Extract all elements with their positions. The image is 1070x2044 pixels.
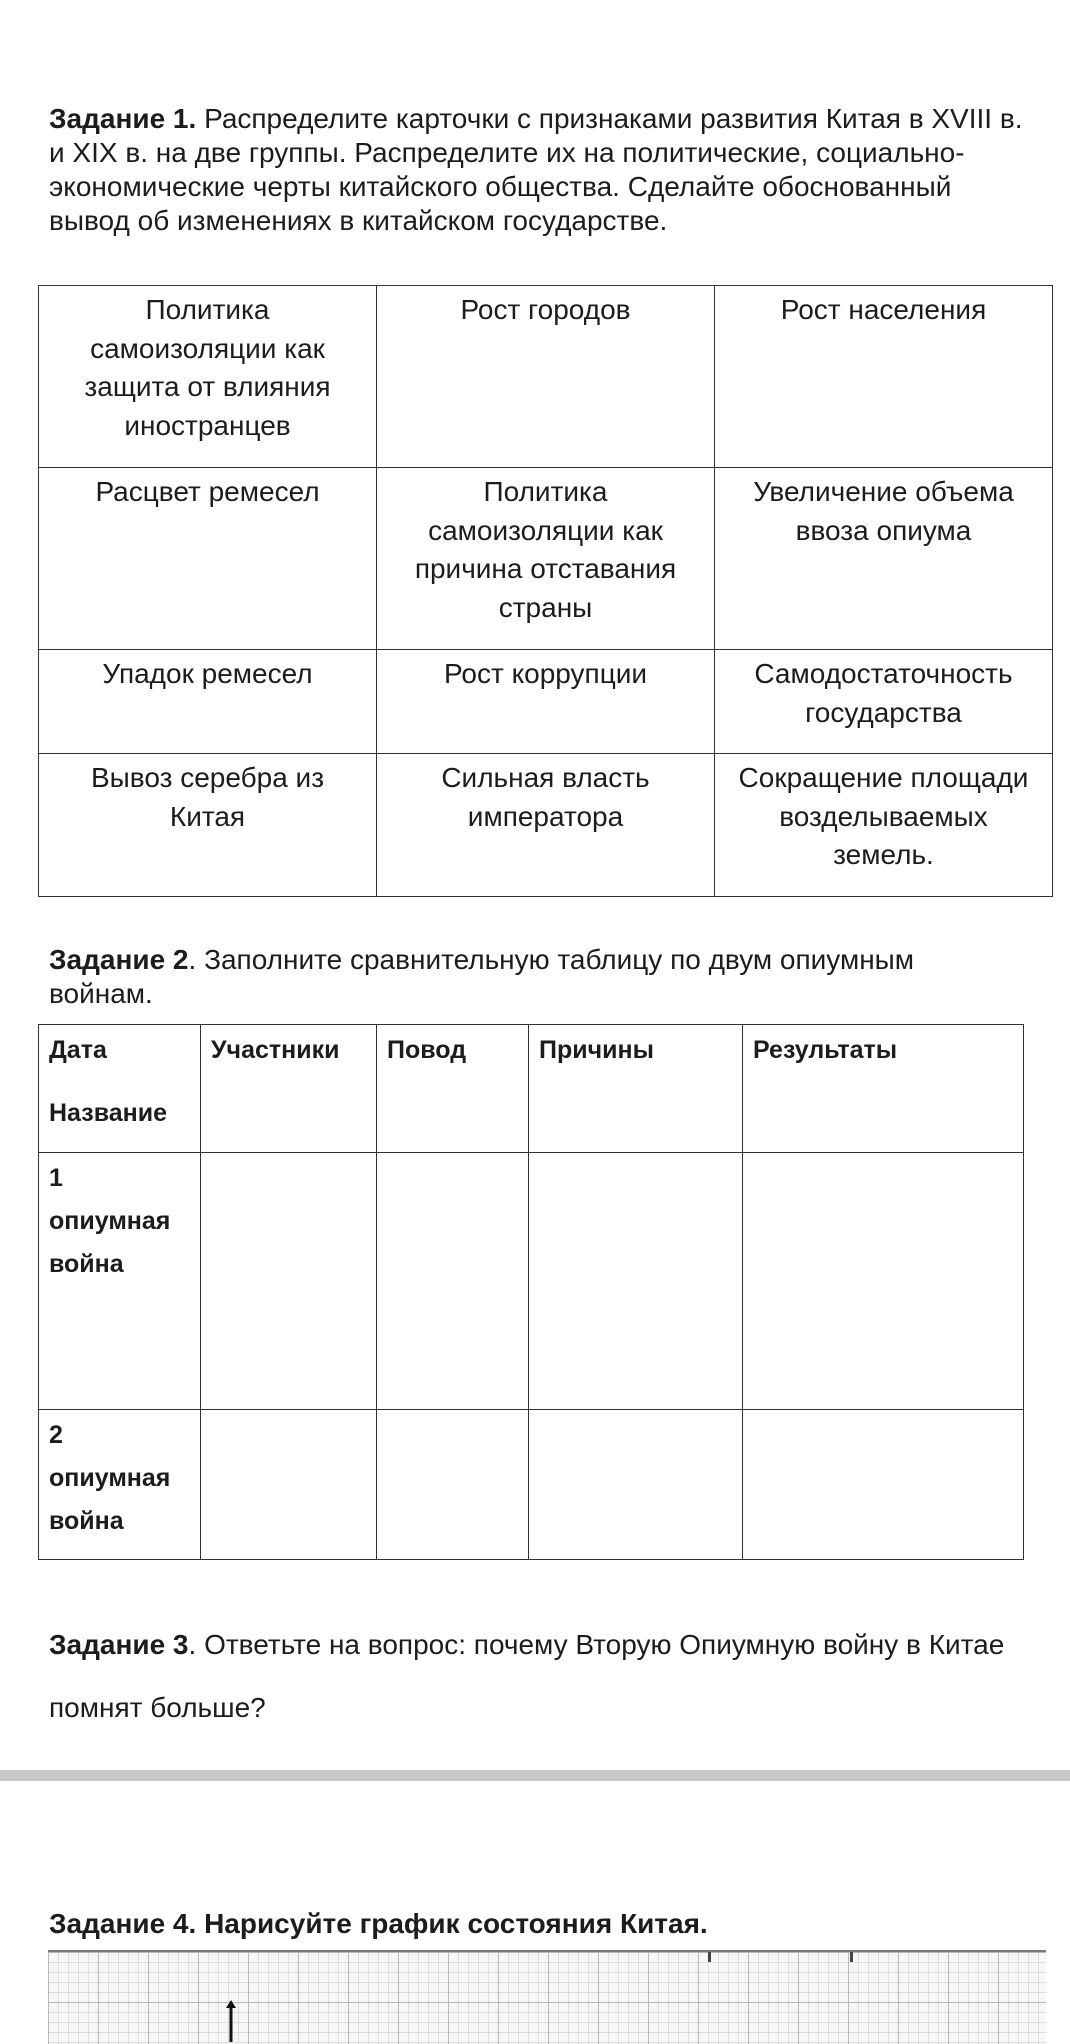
header-pretext: Повод xyxy=(377,1025,529,1153)
task-1 xyxy=(49,102,1039,238)
card-cell: Самодостаточность государства xyxy=(715,650,1053,754)
opium-wars-table xyxy=(38,1024,1024,1560)
page-separator xyxy=(0,1770,1070,1781)
empty-cell[interactable] xyxy=(743,1410,1024,1560)
cards-row xyxy=(39,650,1053,754)
graph-mark xyxy=(850,1952,853,1962)
header-participants: Участники xyxy=(201,1025,377,1153)
card-cell: Политика самоизоляции как защита от влияния иностранцев xyxy=(39,286,377,468)
empty-cell[interactable] xyxy=(743,1153,1024,1410)
cards-table xyxy=(38,285,1053,897)
war-1-number: 1 xyxy=(49,1164,63,1192)
card-cell: Расцвет ремесел xyxy=(39,468,377,650)
war-2-word-war: война xyxy=(49,1507,124,1535)
empty-cell[interactable] xyxy=(201,1410,377,1560)
task-4: Задание 4. Нарисуйте график состояния Китая. xyxy=(49,1908,708,1939)
card-cell: Сокращение площади возделываемых земель. xyxy=(715,754,1053,897)
header-causes: Причины xyxy=(529,1025,743,1153)
table-row xyxy=(39,1410,1024,1560)
card-cell: Рост коррупции xyxy=(377,650,715,754)
cards-row xyxy=(39,468,1053,650)
card-cell: Рост городов xyxy=(377,286,715,468)
axis-arrow-icon xyxy=(229,2000,233,2042)
card-cell: Увеличение объема ввоза опиума xyxy=(715,468,1053,650)
card-cell: Упадок ремесел xyxy=(39,650,377,754)
task-2 xyxy=(49,943,1019,1011)
card-cell: Вывоз серебра из Китая xyxy=(39,754,377,897)
war-1-label xyxy=(39,1153,201,1410)
task-3-text: . Ответьте на вопрос: почему Вторую Опиумную войну в Китае помнят больше? xyxy=(49,1629,1005,1723)
graph-mark xyxy=(708,1952,711,1962)
empty-cell[interactable] xyxy=(377,1153,529,1410)
empty-cell[interactable] xyxy=(529,1410,743,1560)
war-2-number: 2 xyxy=(49,1421,63,1449)
graph-paper xyxy=(48,1950,1046,2044)
war-2-word-opium: опиумная xyxy=(49,1464,171,1492)
task-2-label: Задание 2 xyxy=(49,944,189,975)
task-3-label: Задание 3 xyxy=(49,1629,189,1660)
cards-row xyxy=(39,286,1053,468)
task-1-text: Распределите карточки с признаками развития Китая в XVIII в. и XIX в. на две группы. Распределите их на политические, социально-экономические черты китайского общества. Сделайте обоснованный вывод об изменениях в китайском государстве. xyxy=(49,103,1023,236)
header-date: Дата xyxy=(49,1036,107,1064)
war-1-word-war: война xyxy=(49,1250,124,1278)
war-2-label xyxy=(39,1410,201,1560)
card-cell: Рост населения xyxy=(715,286,1053,468)
card-cell: Сильная власть императора xyxy=(377,754,715,897)
header-results: Результаты xyxy=(743,1025,1024,1153)
task-3 xyxy=(49,1613,1039,1739)
table-header-row xyxy=(39,1025,1024,1153)
empty-cell[interactable] xyxy=(377,1410,529,1560)
task-1-label: Задание 1. xyxy=(49,103,197,134)
card-cell: Политика самоизоляции как причина отставания страны xyxy=(377,468,715,650)
empty-cell[interactable] xyxy=(201,1153,377,1410)
empty-cell[interactable] xyxy=(529,1153,743,1410)
header-name: Название xyxy=(49,1099,168,1127)
header-date-name xyxy=(39,1025,201,1153)
war-1-word-opium: опиумная xyxy=(49,1207,171,1235)
task-2-text: . Заполните сравнительную таблицу по двум опиумным войнам. xyxy=(49,944,915,1009)
table-row xyxy=(39,1153,1024,1410)
cards-row xyxy=(39,754,1053,897)
